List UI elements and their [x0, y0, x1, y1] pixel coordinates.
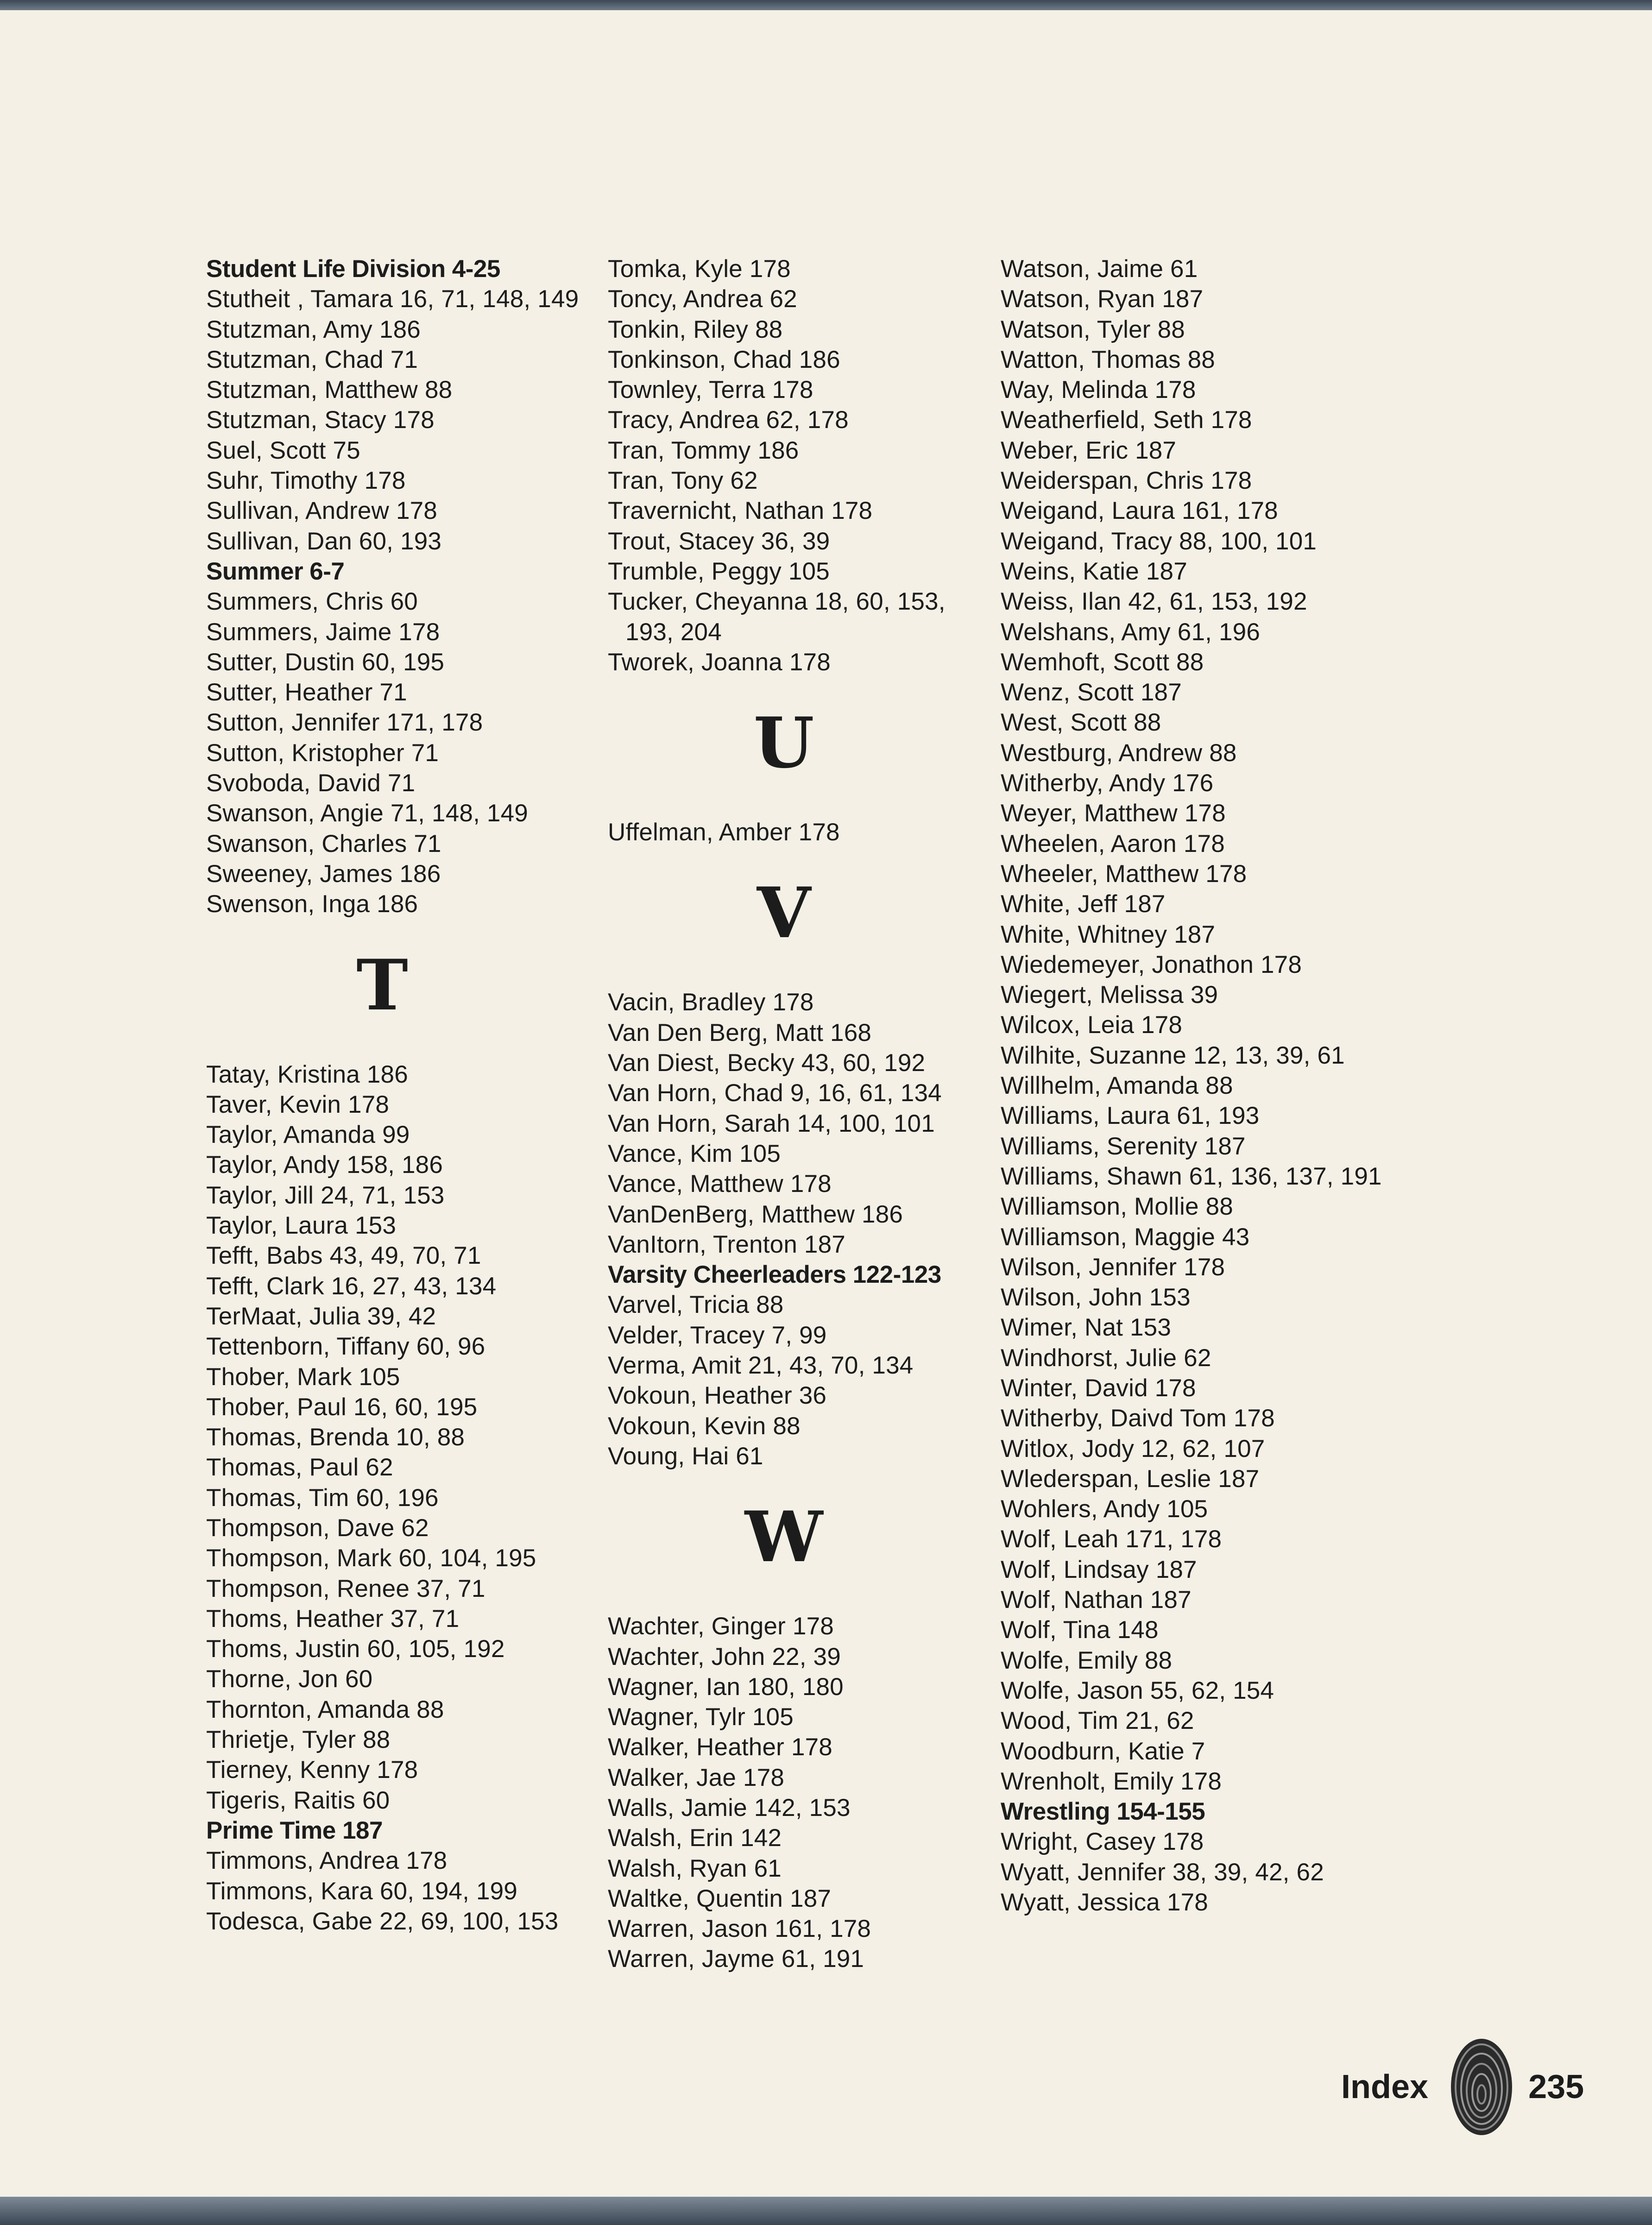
index-entry: Thornton, Amanda 88 — [206, 1696, 444, 1723]
index-entry: Wiegert, Melissa 39 — [1001, 981, 1218, 1009]
index-entry: Taylor, Jill 24, 71, 153 — [206, 1181, 445, 1209]
index-entry: Watson, Jaime 61 — [1001, 255, 1198, 283]
index-entry: Walls, Jamie 142, 153 — [608, 1794, 851, 1822]
index-entry: Wolf, Tina 148 — [1001, 1616, 1159, 1644]
index-entry: Thoms, Justin 60, 105, 192 — [206, 1635, 505, 1663]
index-entry: Wagner, Tylr 105 — [608, 1703, 794, 1731]
index-entry: Taylor, Laura 153 — [206, 1212, 397, 1240]
index-entry: Stutzman, Chad 71 — [206, 346, 418, 373]
index-entry: Stutzman, Stacy 178 — [206, 406, 435, 434]
index-entry: Verma, Amit 21, 43, 70, 134 — [608, 1352, 914, 1380]
index-entry: Tomka, Kyle 178 — [608, 255, 791, 283]
index-topic-entry: Prime Time 187 — [206, 1816, 383, 1844]
index-entry: Tonkin, Riley 88 — [608, 315, 783, 343]
index-entry: Thomas, Tim 60, 196 — [206, 1484, 439, 1512]
index-entry: Summers, Chris 60 — [206, 588, 418, 616]
index-entry: Sutter, Heather 71 — [206, 679, 407, 706]
index-entry: Westburg, Andrew 88 — [1001, 739, 1237, 767]
index-entry: Weigand, Tracy 88, 100, 101 — [1001, 527, 1317, 555]
index-entry: Williams, Shawn 61, 136, 137, 191 — [1001, 1162, 1382, 1190]
index-entry: Williamson, Mollie 88 — [1001, 1193, 1233, 1221]
index-entry: Wolfe, Emily 88 — [1001, 1646, 1173, 1674]
index-entry: Wachter, Ginger 178 — [608, 1613, 834, 1640]
index-entry: Wheeler, Matthew 178 — [1001, 860, 1247, 888]
index-entry: West, Scott 88 — [1001, 709, 1161, 737]
index-entry: White, Whitney 187 — [1001, 920, 1216, 948]
section-letter-u: U — [753, 702, 814, 784]
index-topic-entry: Varsity Cheerleaders 122-123 — [608, 1261, 941, 1289]
index-entry: Woodburn, Katie 7 — [1001, 1737, 1205, 1765]
index-entry: Walker, Jae 178 — [608, 1764, 785, 1791]
index-entry: Tatay, Kristina 186 — [206, 1060, 408, 1088]
index-entry: Voung, Hai 61 — [608, 1442, 763, 1470]
index-entry: Williamson, Maggie 43 — [1001, 1223, 1250, 1251]
index-entry: Van Horn, Sarah 14, 100, 101 — [608, 1109, 935, 1137]
index-entry: Witherby, Daivd Tom 178 — [1001, 1405, 1275, 1432]
index-entry: Tucker, Cheyanna 18, 60, 153, 193, 204 — [608, 588, 946, 646]
index-entry: Witherby, Andy 176 — [1001, 769, 1214, 797]
index-entry: Wolf, Nathan 187 — [1001, 1586, 1192, 1614]
index-entry: Timmons, Andrea 178 — [206, 1847, 448, 1875]
section-letter-v: V — [757, 872, 811, 954]
index-entry: Tefft, Clark 16, 27, 43, 134 — [206, 1272, 497, 1300]
index-entry: Vacin, Bradley 178 — [608, 989, 814, 1016]
index-entry: Wolf, Leah 171, 178 — [1001, 1525, 1222, 1553]
index-entry: Sullivan, Dan 60, 193 — [206, 527, 442, 555]
index-entry: Weigand, Laura 161, 178 — [1001, 497, 1278, 525]
index-entry: Thrietje, Tyler 88 — [206, 1726, 391, 1754]
index-entry: Walsh, Erin 142 — [608, 1824, 782, 1852]
index-entry: Wagner, Ian 180, 180 — [608, 1673, 844, 1701]
index-entry: Tran, Tommy 186 — [608, 436, 799, 464]
index-entry: Weiderspan, Chris 178 — [1001, 467, 1252, 495]
index-entry: Wyatt, Jennifer 38, 39, 42, 62 — [1001, 1858, 1324, 1886]
index-entry: Swenson, Inga 186 — [206, 890, 418, 918]
index-entry: Varvel, Tricia 88 — [608, 1291, 784, 1319]
index-entry: Wohlers, Andy 105 — [1001, 1495, 1208, 1523]
index-entry: Suhr, Timothy 178 — [206, 467, 406, 495]
index-entry: Sweeney, James 186 — [206, 860, 441, 888]
index-entry: Uffelman, Amber 178 — [608, 819, 840, 846]
index-entry: Vokoun, Heather 36 — [608, 1382, 827, 1410]
index-entry: Wiedemeyer, Jonathon 178 — [1001, 951, 1302, 978]
index-entry: Thober, Paul 16, 60, 195 — [206, 1393, 478, 1421]
index-entry: Tierney, Kenny 178 — [206, 1756, 418, 1784]
index-entry: Tigeris, Raitis 60 — [206, 1786, 390, 1814]
index-entry: Tefft, Babs 43, 49, 70, 71 — [206, 1242, 481, 1270]
index-entry: Taylor, Amanda 99 — [206, 1121, 410, 1149]
index-entry: Williams, Serenity 187 — [1001, 1132, 1246, 1160]
index-entry: Wlederspan, Leslie 187 — [1001, 1465, 1260, 1493]
index-entry: Wenz, Scott 187 — [1001, 679, 1182, 706]
index-entry: Walsh, Ryan 61 — [608, 1854, 782, 1882]
index-entry: Thomas, Brenda 10, 88 — [206, 1424, 465, 1451]
index-entry: Townley, Terra 178 — [608, 376, 813, 404]
index-entry: Thorne, Jon 60 — [206, 1665, 373, 1693]
index-entry: Willhelm, Amanda 88 — [1001, 1072, 1233, 1100]
index-entry: Weatherfield, Seth 178 — [1001, 406, 1252, 434]
index-entry: Sutton, Jennifer 171, 178 — [206, 709, 483, 737]
index-entry: Stutheit , Tamara 16, 71, 148, 149 — [206, 285, 579, 313]
section-letter-t: T — [356, 944, 408, 1026]
page-footer — [1341, 2036, 1584, 2138]
index-entry: Velder, Tracey 7, 99 — [608, 1321, 827, 1349]
index-entry: Weins, Katie 187 — [1001, 557, 1187, 585]
index-entry: Thoms, Heather 37, 71 — [206, 1605, 460, 1633]
index-entry: Watson, Tyler 88 — [1001, 315, 1185, 343]
index-entry: Swanson, Charles 71 — [206, 830, 441, 857]
index-column-2 — [608, 254, 997, 1974]
index-entry: Thompson, Renee 37, 71 — [206, 1575, 486, 1602]
index-entry: Wilson, Jennifer 178 — [1001, 1253, 1225, 1281]
page-bottom-edge — [0, 2197, 1652, 2225]
index-entry: Van Diest, Becky 43, 60, 192 — [608, 1049, 926, 1077]
index-entry: Sullivan, Andrew 178 — [206, 497, 437, 525]
index-entry: Taver, Kevin 178 — [206, 1090, 390, 1118]
index-entry: Wyatt, Jessica 178 — [1001, 1889, 1208, 1916]
index-entry: Vance, Kim 105 — [608, 1140, 781, 1167]
index-entry: Wemhoft, Scott 88 — [1001, 648, 1204, 676]
index-entry: Van Den Berg, Matt 168 — [608, 1019, 872, 1046]
index-entry: Way, Melinda 178 — [1001, 376, 1196, 404]
index-entry: Waltke, Quentin 187 — [608, 1885, 832, 1912]
index-entry: Stutzman, Matthew 88 — [206, 376, 453, 404]
index-entry: Wrenholt, Emily 178 — [1001, 1767, 1222, 1795]
index-entry: Toncy, Andrea 62 — [608, 285, 797, 313]
index-topic-entry: Summer 6-7 — [206, 557, 345, 585]
index-entry: Trout, Stacey 36, 39 — [608, 527, 830, 555]
index-entry: Thompson, Dave 62 — [206, 1514, 429, 1542]
index-entry: Wilhite, Suzanne 12, 13, 39, 61 — [1001, 1041, 1345, 1069]
index-entry: VanItorn, Trenton 187 — [608, 1230, 845, 1258]
index-entry: Wright, Casey 178 — [1001, 1828, 1204, 1856]
index-entry: Wheelen, Aaron 178 — [1001, 830, 1225, 857]
index-entry: Wachter, John 22, 39 — [608, 1643, 841, 1670]
index-entry: Wood, Tim 21, 62 — [1001, 1707, 1194, 1735]
index-entry: Watton, Thomas 88 — [1001, 346, 1215, 373]
index-entry: Suel, Scott 75 — [206, 436, 360, 464]
index-entry: White, Jeff 187 — [1001, 890, 1166, 918]
index-entry: Warren, Jayme 61, 191 — [608, 1945, 864, 1973]
index-entry: TerMaat, Julia 39, 42 — [206, 1302, 436, 1330]
index-entry: Summers, Jaime 178 — [206, 618, 440, 646]
index-entry: VanDenBerg, Matthew 186 — [608, 1200, 903, 1228]
index-entry: Thompson, Mark 60, 104, 195 — [206, 1544, 536, 1572]
index-entry: Vokoun, Kevin 88 — [608, 1412, 801, 1440]
index-entry: Timmons, Kara 60, 194, 199 — [206, 1877, 517, 1905]
index-entry: Tran, Tony 62 — [608, 467, 758, 495]
index-entry: Wolfe, Jason 55, 62, 154 — [1001, 1677, 1274, 1704]
index-entry: Warren, Jason 161, 178 — [608, 1915, 871, 1943]
section-letter-w: W — [744, 1496, 823, 1578]
index-entry: Taylor, Andy 158, 186 — [206, 1151, 443, 1179]
index-entry: Travernicht, Nathan 178 — [608, 497, 873, 525]
index-entry: Tworek, Joanna 178 — [608, 648, 831, 676]
index-entry: Sutton, Kristopher 71 — [206, 739, 439, 767]
index-column-3 — [1001, 254, 1390, 1917]
index-entry: Wolf, Lindsay 187 — [1001, 1556, 1197, 1583]
index-entry: Windhorst, Julie 62 — [1001, 1344, 1211, 1372]
index-entry: Vance, Matthew 178 — [608, 1170, 832, 1198]
index-column-1 — [206, 254, 595, 1936]
index-entry: Swanson, Angie 71, 148, 149 — [206, 800, 528, 827]
index-entry: Williams, Laura 61, 193 — [1001, 1102, 1260, 1130]
index-entry: Witlox, Jody 12, 62, 107 — [1001, 1435, 1265, 1462]
page-top-edge — [0, 0, 1652, 10]
index-entry: Trumble, Peggy 105 — [608, 557, 830, 585]
index-entry: Welshans, Amy 61, 196 — [1001, 618, 1261, 646]
index-entry: Stutzman, Amy 186 — [206, 315, 421, 343]
index-entry: Tettenborn, Tiffany 60, 96 — [206, 1333, 486, 1361]
index-entry: Tonkinson, Chad 186 — [608, 346, 840, 373]
index-entry: Todesca, Gabe 22, 69, 100, 153 — [206, 1907, 559, 1935]
index-topic-entry: Wrestling 154-155 — [1001, 1798, 1205, 1826]
index-entry: Weber, Eric 187 — [1001, 436, 1177, 464]
index-entry: Wilson, John 153 — [1001, 1284, 1191, 1311]
index-entry: Van Horn, Chad 9, 16, 61, 134 — [608, 1079, 942, 1107]
index-entry: Winter, David 178 — [1001, 1374, 1196, 1402]
index-entry: Wimer, Nat 153 — [1001, 1314, 1172, 1342]
index-entry: Svoboda, David 71 — [206, 769, 416, 797]
index-entry: Tracy, Andrea 62, 178 — [608, 406, 849, 434]
footer-label: Index — [1341, 2068, 1429, 2105]
index-entry: Walker, Heather 178 — [608, 1733, 832, 1761]
page-number: 235 — [1528, 2068, 1584, 2105]
index-entry: Thober, Mark 105 — [206, 1363, 400, 1391]
fingerprint-icon — [1447, 2036, 1516, 2138]
index-topic-entry: Student Life Division 4-25 — [206, 255, 500, 283]
index-entry: Thomas, Paul 62 — [206, 1454, 393, 1481]
index-entry: Weiss, Ilan 42, 61, 153, 192 — [1001, 588, 1307, 616]
index-entry: Weyer, Matthew 178 — [1001, 800, 1226, 827]
index-entry: Wilcox, Leia 178 — [1001, 1011, 1183, 1039]
index-entry: Watson, Ryan 187 — [1001, 285, 1204, 313]
index-entry: Sutter, Dustin 60, 195 — [206, 648, 445, 676]
